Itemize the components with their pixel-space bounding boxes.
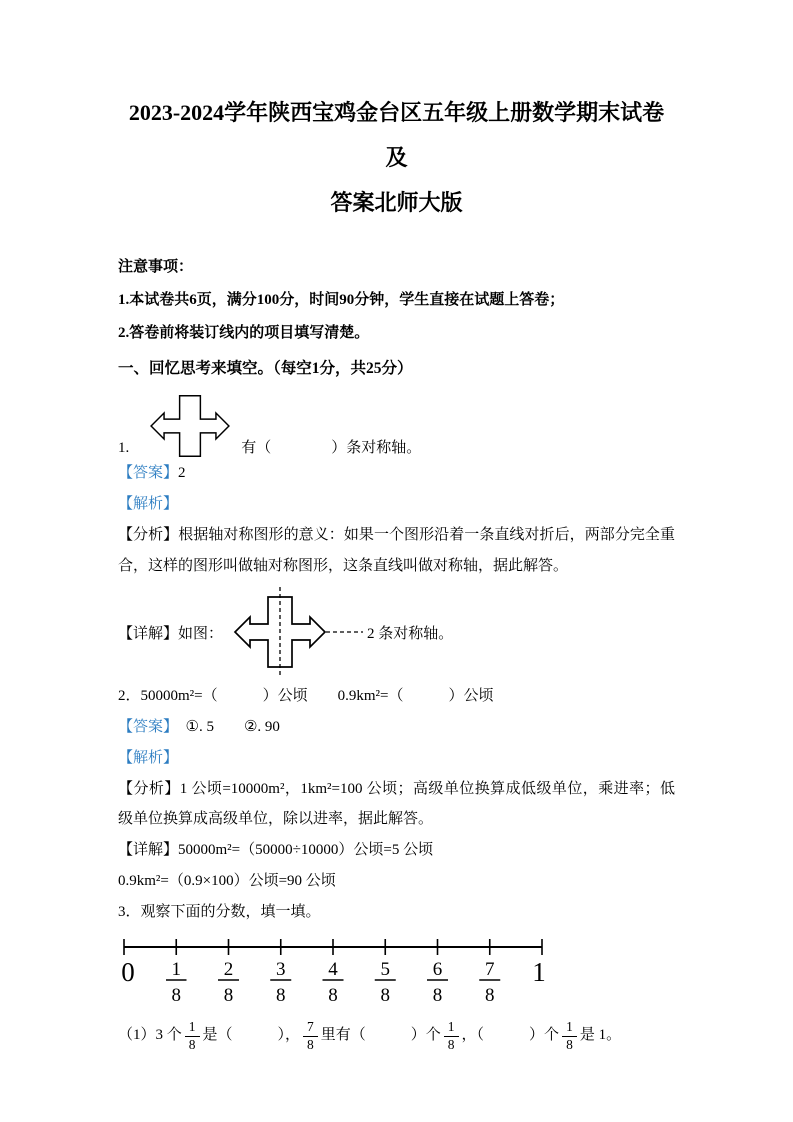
- notes-heading: 注意事项：: [118, 259, 194, 276]
- note-item-2: 2.答卷前将装订线内的项目填写清楚。: [118, 325, 370, 342]
- q3-sub1-seg3: 里有（ ）个: [320, 1027, 441, 1044]
- cross-arrow-shape-with-axes: [225, 585, 365, 679]
- number-line-start-label: 0: [121, 957, 135, 988]
- question-1-number: 1.: [118, 440, 130, 457]
- note-item-1: 1.本试卷共6页，满分100分，时间90分钟，学生直接在试题上答卷；: [118, 292, 565, 309]
- fraction-1-8: $\frac{1}{8}$: [562, 1019, 577, 1052]
- q3-sub1-seg2: 是（ ），: [202, 1027, 301, 1044]
- question-3-sub-1: [118, 1019, 675, 1052]
- q2-detail-line-1: 【详解】50000m²=（50000÷10000）公顷=5 公顷: [118, 842, 434, 859]
- q1-detail-suffix: 2 条对称轴。: [367, 625, 454, 642]
- svg-text:2: 2: [223, 959, 234, 981]
- q2-detail-line-2: 0.9km²=（0.9×100）公顷=90 公顷: [118, 872, 336, 889]
- fraction-label-4-8: [323, 959, 344, 1006]
- svg-text:1: 1: [171, 959, 181, 981]
- section-1-heading: 一、回忆思考来填空。（每空1分，共25分）: [118, 360, 413, 378]
- jiexi-label: 【解析】: [118, 496, 179, 513]
- jiexi-label: 【解析】: [118, 749, 179, 766]
- q1-answer-line: [118, 458, 675, 489]
- title-line-1: 2023-2024学年陕西宝鸡金台区五年级上册数学期末试卷及: [128, 100, 665, 171]
- svg-text:8: 8: [276, 985, 286, 1007]
- fraction-label-7-8: [479, 959, 500, 1006]
- q1-detail: [118, 585, 675, 679]
- svg-text:5: 5: [380, 959, 390, 981]
- fraction-7-8: $\frac{7}{8}$: [303, 1019, 318, 1052]
- svg-text:7: 7: [485, 959, 495, 981]
- q1-answer-value: 2: [178, 465, 186, 482]
- fraction-label-2-8: [218, 959, 239, 1006]
- q1-jiexi-line: [118, 489, 675, 520]
- answer-label: 【答案】: [118, 719, 171, 736]
- fraction-1-8: $\frac{1}{8}$: [444, 1019, 459, 1052]
- svg-text:6: 6: [432, 959, 443, 981]
- cross-arrow-shape: [149, 394, 231, 458]
- answer-label: 【答案】: [118, 465, 179, 482]
- number-line-end-label: 1: [532, 957, 546, 988]
- title-line-2: 答案北师大版: [330, 190, 463, 216]
- question-2: 2．50000m²=（ ）公顷 0.9km²=（ ）公顷: [118, 688, 494, 705]
- svg-text:8: 8: [328, 985, 338, 1007]
- fraction-label-6-8: [427, 959, 448, 1006]
- svg-text:8: 8: [485, 985, 495, 1007]
- question-1-text: 有（ ）条对称轴。: [241, 440, 422, 457]
- symmetry-axes-figure: [225, 585, 365, 679]
- svg-text:8: 8: [223, 985, 234, 1007]
- q1-detail-prefix: 【详解】如图：: [118, 625, 224, 642]
- svg-text:8: 8: [380, 985, 390, 1007]
- number-line-figure: [118, 933, 675, 1009]
- q3-sub1-seg1: （1）3 个: [118, 1027, 182, 1044]
- q2-jiexi-line: [118, 743, 675, 774]
- q1-analysis: 【分析】根据轴对称图形的意义：如果一个图形沿着一条直线对折后，两部分完全重合，这样的图形叫做轴对称图形，这条直线叫做对称轴，据此解答。: [118, 526, 675, 574]
- number-line: [118, 933, 548, 1009]
- q2-analysis: 【分析】1 公顷=10000m²，1km²=100 公顷；高级单位换算成低级单位，乘进率；低级单位换算成高级单位，除以进率，据此解答。: [118, 780, 675, 828]
- fraction-1-8: $\frac{1}{8}$: [185, 1019, 200, 1052]
- document-title: [118, 90, 675, 225]
- svg-text:8: 8: [432, 985, 443, 1007]
- fraction-label-1-8: [166, 959, 187, 1006]
- fraction-label-3-8: [270, 959, 291, 1006]
- cross-arrow-figure: [149, 440, 241, 456]
- svg-text:3: 3: [276, 959, 286, 981]
- q2-answer-value: ①. 5 ②. 90: [170, 719, 280, 736]
- q2-answer-line: [118, 712, 675, 743]
- svg-text:4: 4: [328, 959, 338, 981]
- question-3: 3．观察下面的分数，填一填。: [118, 903, 321, 920]
- q3-sub1-seg5: 是 1。: [579, 1027, 622, 1044]
- question-1: [118, 394, 675, 458]
- fraction-label-5-8: [375, 959, 396, 1006]
- q3-sub1-seg4: ，（ ）个: [461, 1027, 560, 1044]
- svg-text:8: 8: [171, 985, 181, 1007]
